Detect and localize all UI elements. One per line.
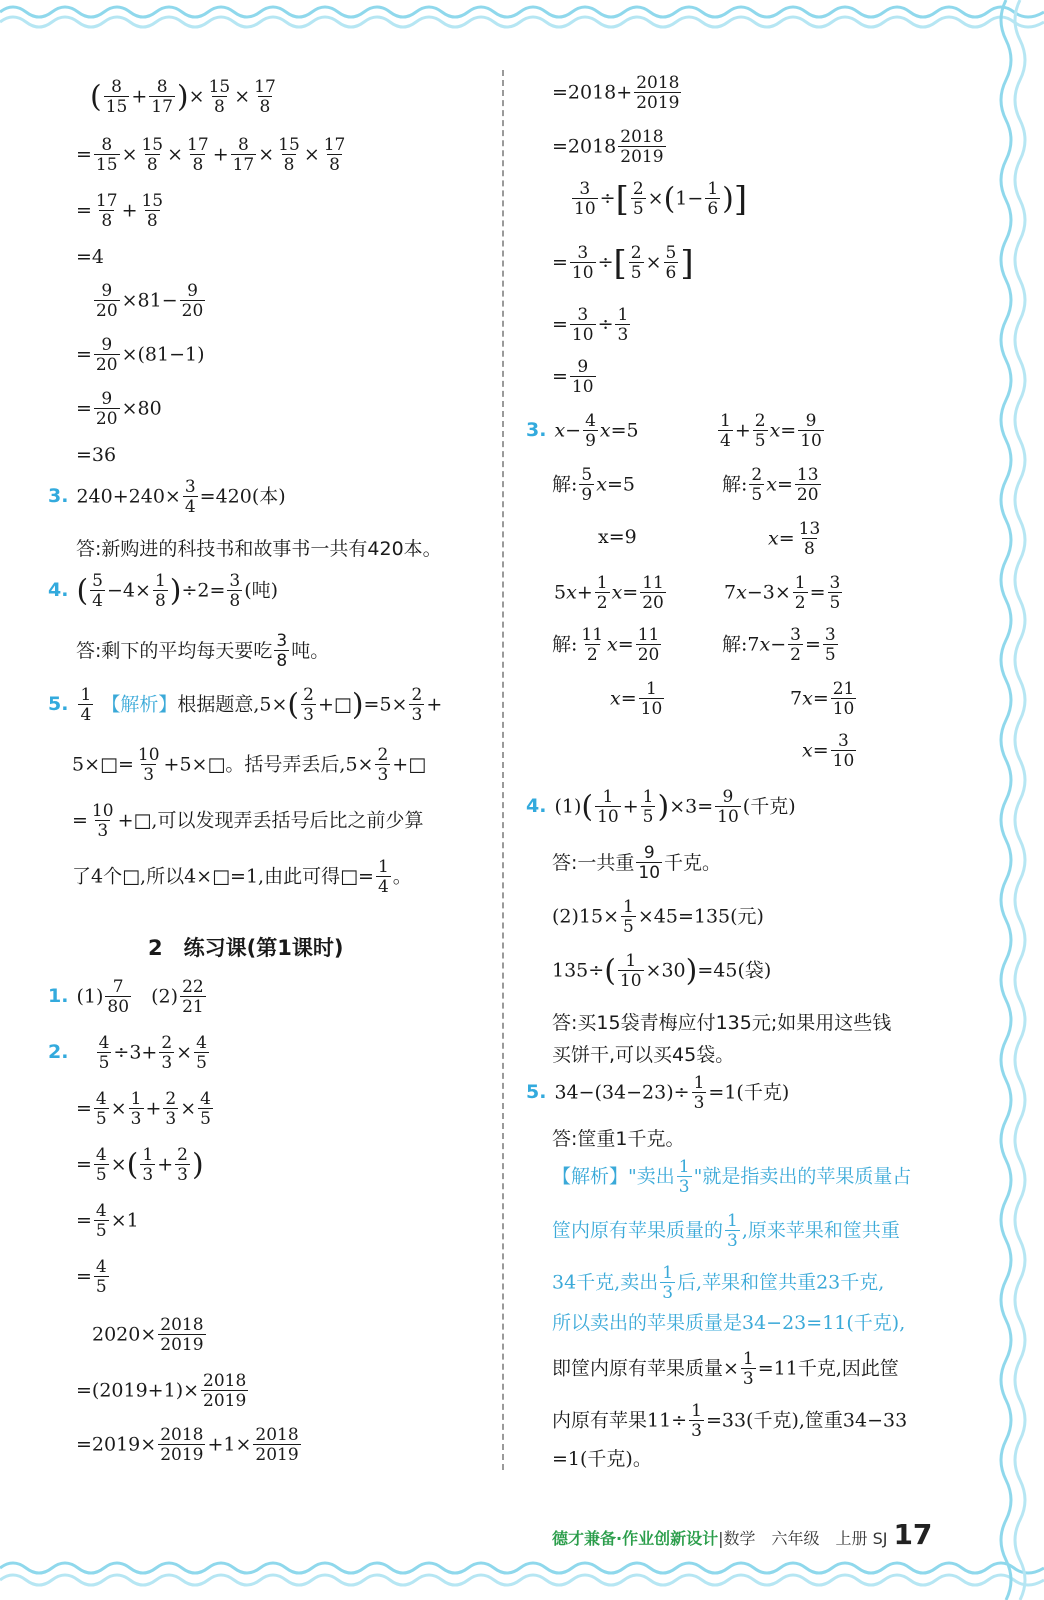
right-question-5-expression: 5. 34−(34−23)÷ $\frac{1}{3}$ =1(千克) — [526, 1073, 790, 1114]
equation-3-result: x= $\frac{1}{10}$ — [610, 679, 663, 720]
practice-2-line1: 2. $\frac{4}{5}$ ÷3+ $\frac{2}{3}$ × $\frac{4}{5}$ — [48, 1033, 207, 1074]
question-5-line3: = $\frac{10}{3}$ +□,可以发现弄丢括号后比之前少算 — [72, 801, 424, 842]
equation-2-step: 解: $\frac{2}{5}$ x= $\frac{13}{20}$ — [722, 465, 819, 506]
right-calc-line4: = $\frac{9}{10}$ — [552, 357, 594, 398]
calc2-line4: =36 — [76, 444, 117, 466]
right-calc-line3: = $\frac{3}{10}$ ÷ $\frac{1}{3}$ — [552, 305, 629, 346]
equation-1: 3. x− $\frac{4}{9}$ x=5 — [526, 411, 639, 452]
right-wave-border — [984, 0, 1044, 1600]
calc1-line2: = $\frac{8}{15}$ × $\frac{15}{8}$ × $\frac{17}{8}$ + $\frac{8}{17}$ × $\frac{15}{8}$ × $\frac{17}{8}$ — [76, 135, 346, 176]
question-5-line1: 5. $\frac{1}{4}$ 【解析】根据题意,5×( $\frac{2}{3}$ +□)=5× $\frac{2}{3}$ + — [48, 685, 443, 726]
footer-subject: |数学 六年级 上册 SJ — [718, 1529, 888, 1548]
practice-2-line5: = $\frac{4}{5}$ — [76, 1257, 107, 1298]
equation-4-step: 解:7x− $\frac{3}{2}$ = $\frac{3}{5}$ — [722, 625, 836, 666]
calc1-line4: =4 — [76, 246, 105, 268]
practice-2-calc2-line3: =2019× $\frac{2018}{2019}$ +1× $\frac{2018}{2019}$ — [76, 1425, 299, 1466]
equation-2: $\frac{1}{4}$ + $\frac{2}{5}$ x= $\frac{9}{10}$ — [720, 411, 822, 452]
question-4-answer: 答:剩下的平均每天要吃 $\frac{3}{8}$ 吨。 — [76, 631, 330, 672]
question-4-expression: 4. ( $\frac{5}{4}$ −4× $\frac{1}{8}$ )÷2= $\frac{3}{8}$ (吨) — [48, 571, 279, 612]
page-number: 17 — [893, 1518, 933, 1551]
analysis-line4: 所以卖出的苹果质量是34−23=11(千克), — [552, 1312, 906, 1334]
equation-2-result: x= $\frac{13}{8}$ — [768, 519, 821, 560]
right-question-4-part2: (2)15× $\frac{1}{5}$ ×45=135(元) — [552, 897, 764, 938]
analysis-line6: 内原有苹果11÷ $\frac{1}{3}$ =33(千克),筐重34−33 — [552, 1401, 908, 1442]
analysis-line5: 即筐内原有苹果质量× $\frac{1}{3}$ =11千克,因此筐 — [552, 1349, 899, 1390]
right-calc-line2: = $\frac{3}{10}$ ÷[ $\frac{2}{5}$ × $\frac{5}{6}$ ] — [552, 243, 694, 284]
practice-2-calc2-line2: =(2019+1)× $\frac{2018}{2019}$ — [76, 1371, 247, 1412]
equation-4-result: x= $\frac{3}{10}$ — [802, 731, 855, 772]
equation-3: 5x+ $\frac{1}{2}$ x= $\frac{11}{20}$ — [554, 573, 664, 614]
analysis-line2: 筐内原有苹果质量的 $\frac{1}{3}$ ,原来苹果和筐共重 — [552, 1211, 900, 1252]
right-question-4-part1: 4. (1)( $\frac{1}{10}$ + $\frac{1}{5}$ )×3= $\frac{9}{10}$ (千克) — [526, 787, 796, 828]
right-calc-line1: $\frac{3}{10}$ ÷[ $\frac{2}{5}$ ×(1− $\frac{1}{6}$ )] — [574, 179, 748, 220]
calc2-line3: = $\frac{9}{20}$ ×80 — [76, 389, 162, 430]
right-question-4-part3: 135÷( $\frac{1}{10}$ ×30)=45(袋) — [552, 951, 772, 992]
right-question-4-answer1: 答:一共重 $\frac{9}{10}$ 千克。 — [552, 843, 722, 884]
practice-1: 1. (1) $\frac{7}{80}$ (2) $\frac{22}{21}$ — [48, 977, 204, 1018]
analysis-line1: 【解析】"卖出 $\frac{1}{3}$ "就是指卖出的苹果质量占 — [552, 1157, 912, 1198]
right-question-5-answer: 答:筐重1千克。 — [552, 1128, 685, 1150]
equation-3-step: 解: $\frac{11}{2}$ x= $\frac{11}{20}$ — [552, 625, 660, 666]
question-5-line2: 5×□= $\frac{10}{3}$ +5×□。括号弄丢后,5× $\frac{2}{3}$ +□ — [72, 745, 427, 786]
calc2-line1: $\frac{9}{20}$ ×81− $\frac{9}{20}$ — [96, 281, 204, 322]
analysis-line7: =1(千克)。 — [552, 1448, 652, 1470]
right-question-4-answer2-line1: 答:买15袋青梅应付135元;如果用这些钱 — [552, 1012, 892, 1034]
practice-2-line2: = $\frac{4}{5}$ × $\frac{1}{3}$ + $\frac{2}{3}$ × $\frac{4}{5}$ — [76, 1089, 211, 1130]
equation-4: 7x−3× $\frac{1}{2}$ = $\frac{3}{5}$ — [724, 573, 841, 614]
question-3-expression: 3. 240+240× $\frac{3}{4}$ =420(本) — [48, 477, 286, 518]
analysis-line3: 34千克,卖出 $\frac{1}{3}$ 后,苹果和筐共重23千克, — [552, 1263, 885, 1304]
equation-1-result: x=9 — [598, 526, 637, 548]
practice-2-line3: = $\frac{4}{5}$ ×( $\frac{1}{3}$ + $\frac{2}{3}$ ) — [76, 1145, 204, 1186]
bottom-wave-border — [0, 1550, 1044, 1600]
page-footer — [552, 1518, 932, 1551]
right-line1: =2018+ $\frac{2018}{2019}$ — [552, 73, 680, 114]
footer-brand: 德才兼备·作业创新设计 — [552, 1529, 719, 1548]
column-divider — [502, 70, 504, 1470]
equation-4-step2: 7x= $\frac{21}{10}$ — [790, 679, 855, 720]
question-3-answer: 答:新购进的科技书和故事书一共有420本。 — [76, 538, 442, 560]
section-title: 2 练习课(第1课时) — [148, 936, 344, 960]
right-question-4-answer2-line2: 买饼干,可以买45袋。 — [552, 1044, 735, 1066]
calc2-line2: = $\frac{9}{20}$ ×(81−1) — [76, 335, 205, 376]
top-wave-border — [0, 0, 1044, 40]
calc1-line1: ( $\frac{8}{15}$ + $\frac{8}{17}$ )× $\frac{15}{8}$ × $\frac{17}{8}$ — [90, 77, 276, 118]
calc1-line3: = $\frac{17}{8}$ + $\frac{15}{8}$ — [76, 191, 164, 232]
practice-2-calc2-line1: 2020× $\frac{2018}{2019}$ — [92, 1315, 204, 1356]
right-line2: =2018 $\frac{2018}{2019}$ — [552, 127, 664, 168]
question-5-line4: 了4个□,所以4×□=1,由此可得□= $\frac{1}{4}$ 。 — [72, 857, 412, 898]
practice-2-line4: = $\frac{4}{5}$ ×1 — [76, 1201, 139, 1242]
equation-1-step: 解: $\frac{5}{9}$ x=5 — [552, 465, 635, 506]
